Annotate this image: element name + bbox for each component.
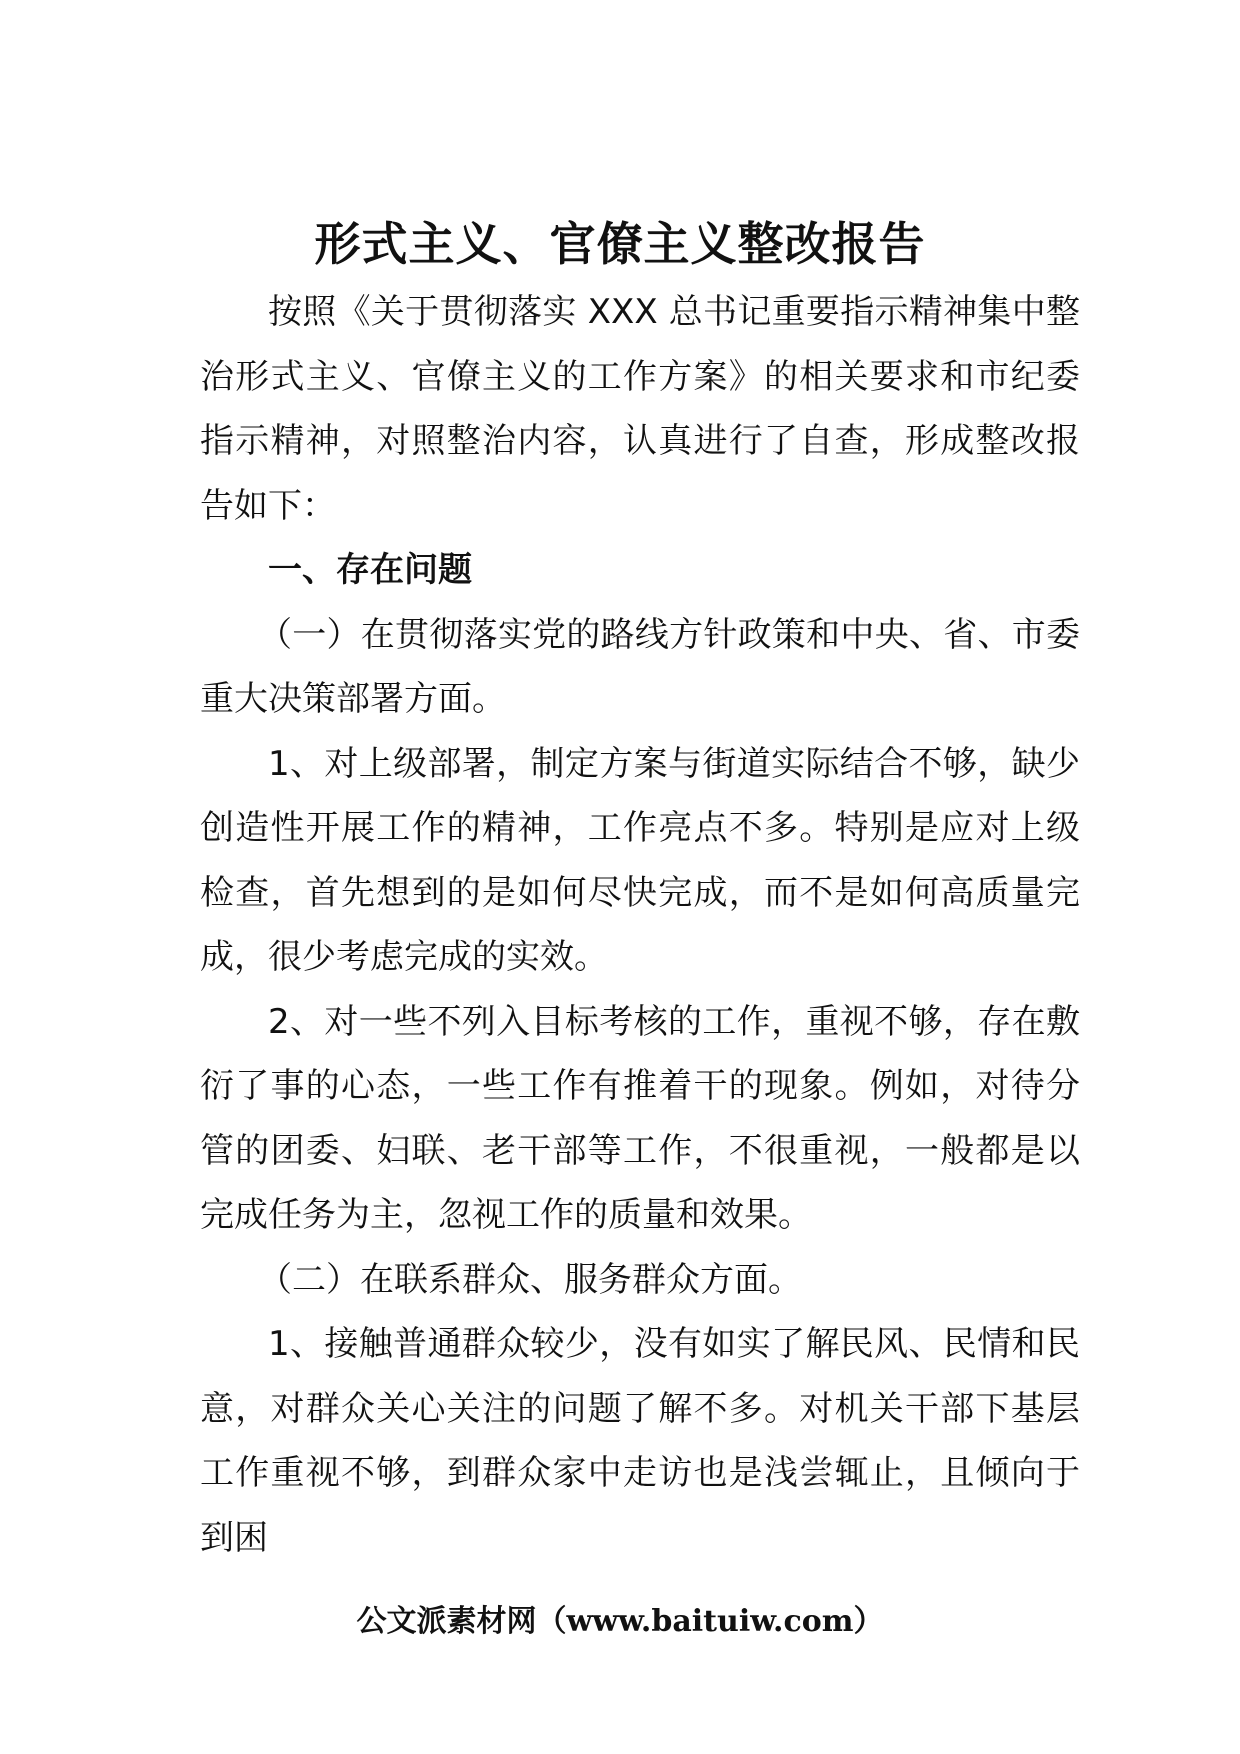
subsection-heading-2: （二）在联系群众、服务群众方面。 — [258, 1259, 802, 1300]
document-body — [200, 280, 1080, 1570]
subsection-2-item-1: 1、接触普通群众较少，没有如实了解民风、民情和民意，对群众关心关注的问题了解不多。对机关干部下基层工作重视不够，到群众家中走访也是浅尝辄止，且倾向于到困 — [200, 1324, 1080, 1558]
section-heading-problems: 一、存在问题 — [268, 550, 472, 590]
page-footer: 公文派素材网（www.baituiw.com） — [356, 1604, 884, 1639]
subsection-1-item-2: 2、对一些不列入目标考核的工作，重视不够，存在敷衍了事的心态，一些工作有推着干的现象。例如，对待分管的团委、妇联、老干部等工作，不很重视，一般都是以完成任务为主，忽视工作的质量和效果。 — [200, 1001, 1080, 1235]
document-title: 形式主义、官僚主义整改报告 — [314, 217, 926, 271]
intro-paragraph: 按照《关于贯彻落实 XXX 总书记重要指示精神集中整治形式主义、官僚主义的工作方案》的相关要求和市纪委指示精神，对照整治内容，认真进行了自查，形成整改报告如下： — [200, 292, 1080, 526]
subsection-1-item-1: 1、对上级部署，制定方案与街道实际结合不够，缺少创造性开展工作的精神，工作亮点不多。特别是应对上级检查，首先想到的是如何尽快完成，而不是如何高质量完成，很少考虑完成的实效。 — [200, 743, 1080, 977]
subsection-heading-1: （一）在贯彻落实党的路线方针政策和中央、省、市委重大决策部署方面。 — [200, 614, 1080, 719]
